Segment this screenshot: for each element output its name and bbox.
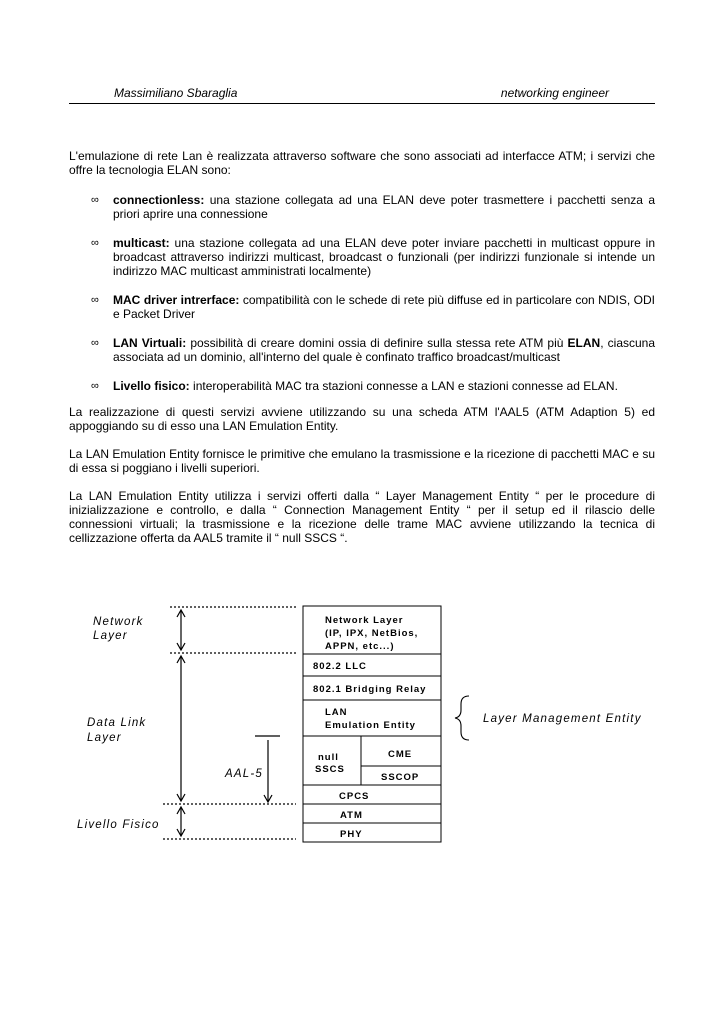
datalink-layer-arrow bbox=[177, 656, 185, 801]
stack-sscop-label: SSCOP bbox=[381, 772, 420, 783]
label-layer-management: Layer Management Entity bbox=[483, 713, 642, 725]
stack-bridging-label: 802.1 Bridging Relay bbox=[313, 684, 427, 695]
paragraph-management: La LAN Emulation Entity utilizza i servizi offerti dalla “ Layer Management Entity “ per le procedure di inizializzazione e controllo, e dalla “ Connection Management Entity “ per il setup ed il rilascio delle connessioni virtuali; la trasmissione e la ricezione delle trame MAC avviene utilizzando la tecnica di cellizzazione offerta da AAL5 tramite il “ null SSCS “. bbox=[69, 489, 655, 545]
item-term-elan: ELAN bbox=[567, 336, 601, 350]
stack-llc-label: 802.2 LLC bbox=[313, 661, 367, 672]
stack-phy-label: PHY bbox=[340, 829, 363, 840]
item-text: possibilità di creare domini ossia di definire sulla stessa rete ATM più bbox=[186, 336, 568, 350]
bullet-icon: ∞ bbox=[91, 380, 99, 392]
list-item bbox=[69, 293, 655, 321]
stack-lane-line1: LAN bbox=[325, 707, 348, 718]
header-author: Massimiliano Sbaraglia bbox=[114, 86, 238, 100]
bullet-icon: ∞ bbox=[91, 194, 99, 206]
stack-phy-box bbox=[303, 823, 441, 842]
item-text: una stazione collegata ad una ELAN deve poter inviare pacchetti in multicast oppure in broadcast attraverso indirizzi multicast, broadcast o funzionali (per indirizzi funzionale si intende un indirizzo MAC multicast amministrati localmente) bbox=[113, 236, 655, 278]
stack-atm-box bbox=[303, 804, 441, 823]
item-term: Livello fisico: bbox=[113, 379, 190, 393]
label-physical: Livello Fisico bbox=[77, 819, 160, 831]
label-datalink-line1: Data Link bbox=[87, 717, 147, 729]
stack-network-line3: APPN, etc...) bbox=[325, 641, 395, 652]
stack-cme-label: CME bbox=[388, 749, 413, 760]
paragraph-aal5: La realizzazione di questi servizi avviene utilizzando su una scheda ATM l'AAL5 (ATM Adaption 5) ed appoggiando su di esso una LAN Emulation Entity. bbox=[69, 405, 655, 433]
bullet-icon: ∞ bbox=[91, 294, 99, 306]
stack-network-line1: Network Layer bbox=[325, 615, 404, 626]
item-text: una stazione collegata ad una ELAN deve poter trasmettere i pacchetti senza a priori aprire una connessione bbox=[113, 193, 655, 221]
item-text-end: , ciascuna associata ad un dominio, all'interno del quale è confinato traffico broadcast/multicast bbox=[113, 336, 656, 364]
stack-null-line2: SSCS bbox=[315, 764, 345, 775]
item-term: MAC driver intrerface: bbox=[113, 293, 240, 307]
brace-icon bbox=[455, 696, 469, 740]
physical-layer-arrow bbox=[177, 807, 185, 836]
intro-paragraph: L'emulazione di rete Lan è realizzata attraverso software che sono associati ad interfacce ATM; i servizi che offre la tecnologia ELAN sono: bbox=[69, 149, 655, 177]
list-item bbox=[69, 379, 655, 393]
paragraph-lane-entity: La LAN Emulation Entity fornisce le primitive che emulano la trasmissione e la ricezione di pacchetti MAC e su di essa si poggiano i livelli superiori. bbox=[69, 447, 655, 475]
item-text: interoperabilità MAC tra stazioni connesse a LAN e stazioni connesse ad ELAN. bbox=[189, 379, 618, 393]
item-term: LAN Virtuali: bbox=[113, 336, 187, 350]
label-aal5: AAL-5 bbox=[225, 768, 263, 780]
stack-cpcs-label: CPCS bbox=[339, 791, 370, 802]
stack-cpcs-box bbox=[303, 785, 441, 804]
item-text: compatibilità con le schede di rete più diffuse ed in particolare con NDIS, ODI e Packet Driver bbox=[113, 293, 655, 321]
label-network-line1: Network bbox=[93, 616, 144, 628]
header-role: networking engineer bbox=[500, 86, 609, 100]
list-item bbox=[69, 236, 655, 278]
protocol-stack-diagram bbox=[0, 590, 724, 880]
bullet-icon: ∞ bbox=[91, 237, 99, 249]
stack-atm-label: ATM bbox=[340, 810, 363, 821]
list-item bbox=[69, 193, 655, 221]
services-list bbox=[69, 193, 655, 408]
label-network-line2: Layer bbox=[93, 630, 128, 642]
bullet-icon: ∞ bbox=[91, 337, 99, 349]
list-item bbox=[69, 336, 655, 364]
stack-lane-line2: Emulation Entity bbox=[325, 720, 416, 731]
label-datalink-line2: Layer bbox=[87, 732, 122, 744]
network-layer-arrow bbox=[177, 610, 185, 650]
stack-null-line1: null bbox=[318, 752, 339, 763]
page-header bbox=[69, 86, 655, 104]
stack-network-line2: (IP, IPX, NetBios, bbox=[325, 628, 419, 639]
item-term: multicast: bbox=[113, 236, 170, 250]
item-term: connectionless: bbox=[113, 193, 205, 207]
